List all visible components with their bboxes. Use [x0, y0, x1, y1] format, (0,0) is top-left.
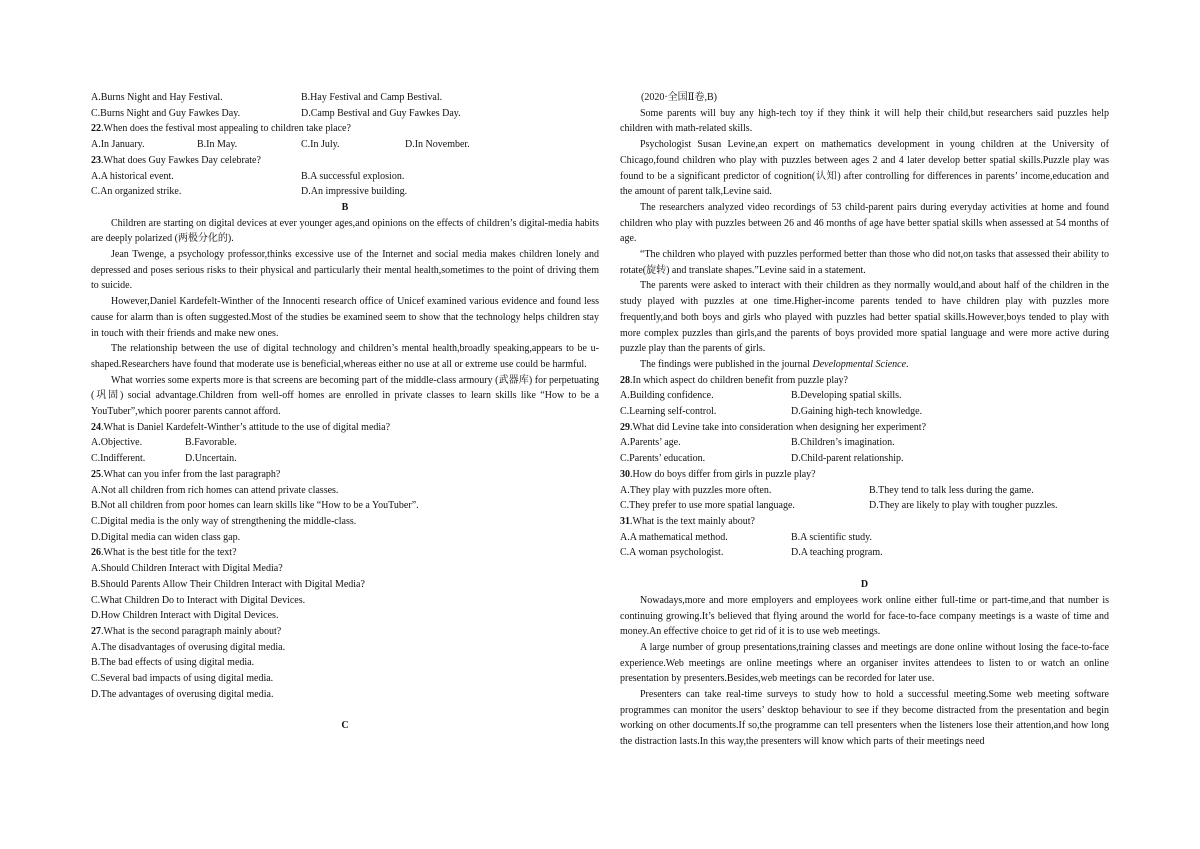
passage-c-paragraph: The parents were asked to interact with their children as they normally would,and about half of the children in the study played with puzzles at one time.Higher-income parents tended to have children play with puzzles more frequently,and both boys and girls who played with puzzles had better spatial skills.However,boys tended to play with more complex puzzles than girls,and the parents of boys provided more spatial language and were more active during puzzle play than the parents of girls. — [620, 280, 1109, 355]
question-text: .What can you infer from the last paragraph? — [101, 468, 281, 480]
q24-option-d: D.Uncertain. — [185, 453, 237, 465]
q24-option-a: A.Objective. — [91, 437, 143, 449]
q29-options — [620, 435, 1109, 466]
q29-option-d: D.Child-parent relationship. — [791, 453, 904, 465]
q24-option-c: C.Indifferent. — [91, 453, 146, 465]
q23-option-d: D.An impressive building. — [301, 186, 408, 198]
q28-option-a: A.Building confidence. — [620, 390, 714, 402]
section-d-heading: D — [860, 579, 869, 591]
q30-option-c: C.They prefer to use more spatial language. — [620, 500, 795, 512]
q28-option-c: C.Learning self-control. — [620, 406, 717, 418]
q22-options — [91, 137, 599, 153]
passage-d-paragraph: Nowadays,more and more employers and employees work online either full-time or part-time,and that number is continuing growing.It’s believed that flying around the world for face-to-face company meetings is a waste of time and money.An effective choice to get rid of it is to use web meetings. — [620, 594, 1109, 638]
q22-option-a: A.In January. — [91, 139, 145, 151]
passage-d-paragraph: Presenters can take real-time surveys to study how to hold a successful meeting.Some web meeting software programmes can monitor the users’ desktop behaviour to see if they become distracted from the presentation and begin working on other documents.If so,the programme can tell presenters when the listeners lose their attention,and how long the distraction lasts.In this way,the presenters will know which parts of their meetings need — [620, 689, 1109, 748]
q22-option-c: C.In July. — [301, 139, 340, 151]
spacer — [620, 561, 1109, 577]
q27-option-b: B.The bad effects of using digital media. — [91, 657, 255, 669]
question-number: 23 — [91, 154, 101, 166]
q30-option-b: B.They tend to talk less during the game. — [869, 484, 1034, 496]
q31-option-c: C.A woman psychologist. — [620, 547, 724, 559]
passage-c-paragraph — [620, 357, 1109, 373]
question-30 — [620, 467, 1109, 483]
q23-option-a: A.A historical event. — [91, 170, 174, 182]
question-text: .What did Levine take into consideration when designing her experiment? — [630, 421, 927, 433]
question-text: .What does Guy Fawkes Day celebrate? — [101, 154, 261, 166]
question-25 — [91, 467, 599, 483]
q28-options — [620, 388, 1109, 419]
q25-option-a: A.Not all children from rich homes can attend private classes. — [91, 484, 339, 496]
passage-d-paragraph: A large number of group presentations,training classes and meetings are done online without losing the face-to-face experience.Web meetings are online meetings where an organiser invites attendees to listen to or watch an online presentation by presenters.Besides,web meetings can be recorded for later use. — [620, 641, 1109, 685]
question-number: 28 — [620, 374, 630, 386]
question-29 — [620, 420, 1109, 436]
q24-options — [91, 435, 599, 466]
passage-b-paragraph: Jean Twenge, a psychology professor,thinks excessive use of the Internet and social media makes children lonely and depressed and poses serious risks to their physical and particularly their mental health,sometimes to the point of driving them to suicide. — [91, 249, 599, 292]
q29-option-b: B.Children’s imagination. — [791, 437, 895, 449]
q25-option-c: C.Digital media is the only way of strengthening the middle-class. — [91, 515, 357, 527]
q26-option-c: C.What Children Do to Interact with Digital Devices. — [91, 594, 306, 606]
question-22 — [91, 121, 599, 137]
question-text: .What is the best title for the text? — [101, 547, 237, 559]
question-number: 22 — [91, 123, 101, 135]
question-number: 30 — [620, 468, 630, 480]
q30-option-d: D.They are likely to play with tougher puzzles. — [869, 500, 1058, 512]
q22-option-d: D.In November. — [405, 139, 470, 151]
q29-option-a: A.Parents’ age. — [620, 437, 681, 449]
question-27 — [91, 624, 599, 640]
passage-b-paragraph: Children are starting on digital devices at ever younger ages,and opinions on the effects of children’s digital-media habits are deeply polarized (两极分化的). — [91, 217, 599, 245]
passage-c-paragraph: “The children who played with puzzles performed better than those who did not,on tasks that assessed their ability to rotate(旋转) and translate shapes.”Levine said in a statement. — [620, 249, 1109, 276]
question-number: 29 — [620, 421, 630, 433]
q31-options — [620, 530, 1109, 561]
q31-option-d: D.A teaching program. — [791, 547, 883, 559]
q21-options — [91, 90, 599, 121]
passage-c-paragraph: Psychologist Susan Levine,an expert on mathematics development in young children at the University of Chicago,found children who play with puzzles between ages 2 and 4 later develop better spatial skills.Puzzle play was found to be a significant predictor of cognition(认知) after controlling for differences in parents’ income,education and the amount of parent talk,Levine said. — [620, 139, 1109, 198]
question-number: 31 — [620, 515, 630, 527]
passage-b-paragraph: What worries some experts more is that screens are becoming part of the middle-class armoury (武器库) for perpetuating (巩固) social advantage.Children from well-off homes are enrolled in private classes to learn skills like “How to be a YouTuber”,which poorer parents cannot afford. — [91, 374, 599, 418]
passage-c-paragraph: The researchers analyzed video recordings of 53 child-parent pairs during everyday activities at home and found children who play with puzzles between 26 and 46 months of age have better spatial skills when assessed at 54 months of age. — [620, 201, 1109, 245]
question-23 — [91, 153, 599, 169]
q21-option-b: B.Hay Festival and Camp Bestival. — [301, 92, 443, 103]
question-text: .When does the festival most appealing to children take place? — [101, 123, 351, 135]
findings-end: . — [906, 358, 909, 370]
question-text: .What is the text mainly about? — [630, 515, 755, 527]
q27-option-c: C.Several bad impacts of using digital media. — [91, 673, 274, 685]
q27-option-a: A.The disadvantages of overusing digital media. — [91, 641, 286, 653]
passage-b-paragraph: The relationship between the use of digital technology and children’s mental health,broadly speaking,appears to be u-shaped.Researchers have found that moderate use is beneficial,whereas either no use at all or extreme use could be harmful. — [91, 343, 599, 370]
question-number: 27 — [91, 625, 101, 637]
q23-option-b: B.A successful explosion. — [301, 170, 405, 182]
q24-option-b: B.Favorable. — [185, 437, 237, 449]
q21-option-d: D.Camp Bestival and Guy Fawkes Day. — [301, 107, 461, 119]
q23-options — [91, 169, 599, 200]
section-b-heading: B — [341, 201, 349, 213]
question-24 — [91, 420, 599, 436]
question-26 — [91, 545, 599, 561]
passage-b-paragraph: However,Daniel Kardefelt-Winther of the Innocenti research office of Unicef examined various evidence and found less cause for alarm than is often suggested.Most of the studies be examined seem to show that the technology helps children stay in touch with their friends and make new ones. — [91, 296, 599, 339]
q29-option-c: C.Parents’ education. — [620, 453, 706, 465]
question-text: .What is the second paragraph mainly about? — [101, 625, 282, 637]
q26-option-d: D.How Children Interact with Digital Devices. — [91, 610, 279, 622]
passage-source: (2020·全国Ⅱ卷,B) — [641, 92, 717, 103]
question-text: .What is Daniel Kardefelt-Winther’s attitude to the use of digital media? — [101, 421, 391, 433]
question-number: 26 — [91, 547, 101, 559]
section-c-heading: C — [341, 720, 349, 732]
q21-option-a: A.Burns Night and Hay Festival. — [91, 92, 223, 103]
q28-option-d: D.Gaining high-tech knowledge. — [791, 406, 923, 418]
question-31 — [620, 514, 1109, 530]
q25-option-d: D.Digital media can widen class gap. — [91, 531, 241, 543]
q31-option-b: B.A scientific study. — [791, 531, 873, 543]
findings-text: The findings were published in the journal — [640, 358, 813, 370]
q25-option-b: B.Not all children from poor homes can learn skills like “How to be a YouTuber”. — [91, 500, 419, 512]
q27-option-d: D.The advantages of overusing digital media. — [91, 688, 274, 700]
question-text: .How do boys differ from girls in puzzle play? — [630, 468, 816, 480]
passage-c-paragraph: Some parents will buy any high-tech toy if they think it will help their child,but researchers said puzzles help children with math-related skills. — [620, 107, 1109, 135]
spacer — [91, 702, 599, 718]
left-column — [91, 90, 599, 734]
right-column — [620, 90, 1109, 750]
question-number: 25 — [91, 468, 101, 480]
q28-option-b: B.Developing spatial skills. — [791, 390, 902, 402]
q22-option-b: B.In May. — [197, 139, 238, 151]
journal-name: Developmental Science — [812, 358, 907, 370]
q26-option-b: B.Should Parents Allow Their Children Interact with Digital Media? — [91, 578, 365, 590]
question-text: .In which aspect do children benefit from puzzle play? — [630, 374, 848, 386]
question-number: 24 — [91, 421, 101, 433]
q31-option-a: A.A mathematical method. — [620, 531, 728, 543]
q23-option-c: C.An organized strike. — [91, 186, 182, 198]
question-28 — [620, 373, 1109, 389]
q30-option-a: A.They play with puzzles more often. — [620, 484, 772, 496]
q21-option-c: C.Burns Night and Guy Fawkes Day. — [91, 107, 241, 119]
q26-option-a: A.Should Children Interact with Digital Media? — [91, 563, 283, 575]
q30-options — [620, 483, 1109, 514]
